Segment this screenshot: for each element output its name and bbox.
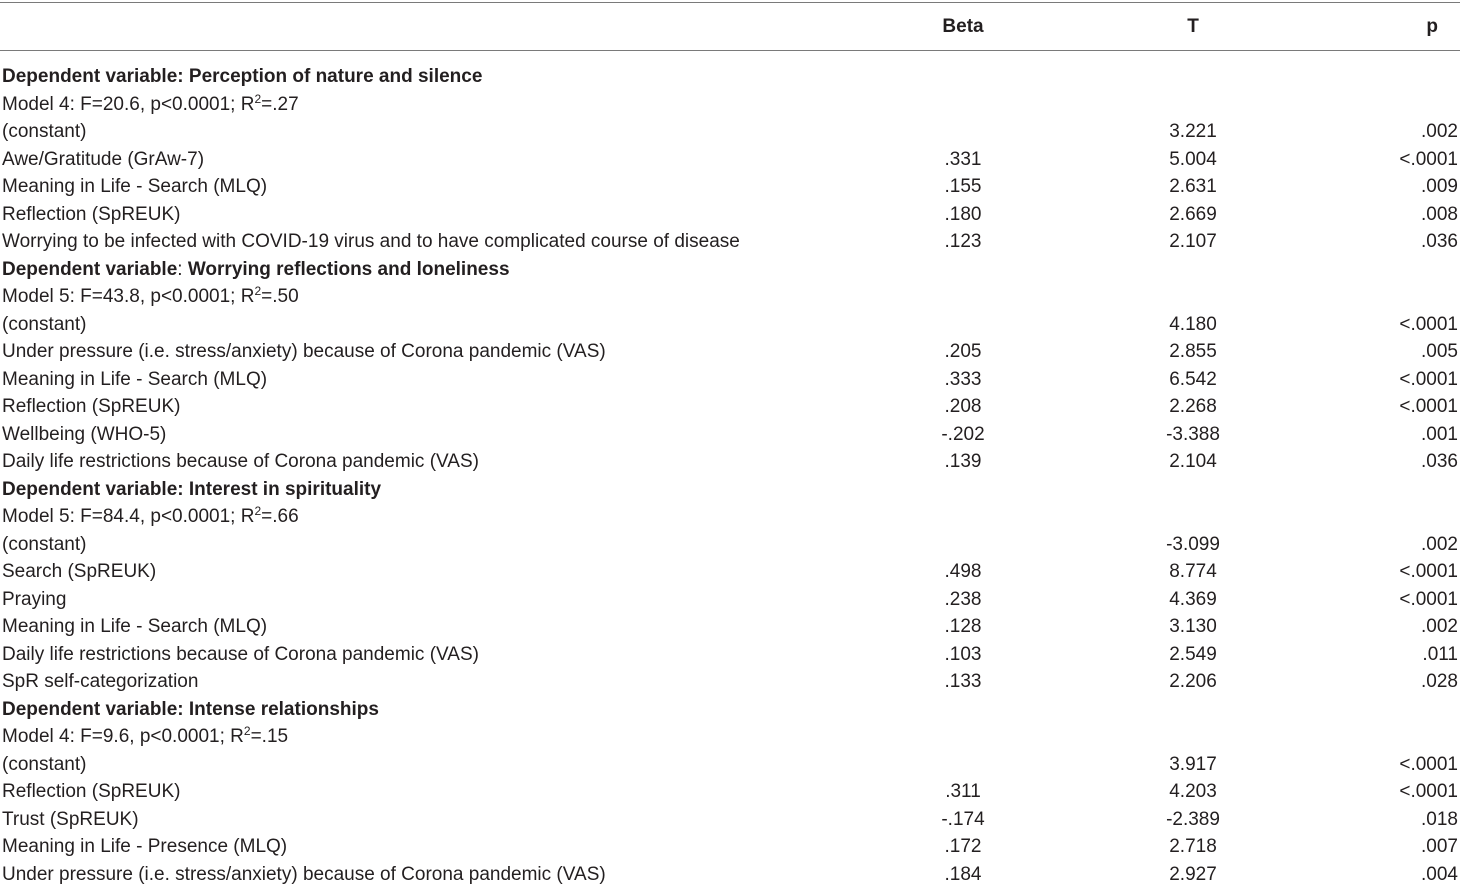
beta-value: .123 xyxy=(900,228,1026,256)
model-stats xyxy=(2,91,882,119)
table-row xyxy=(0,201,1460,229)
table-row xyxy=(0,173,1460,201)
model-stats xyxy=(2,283,882,311)
predictor-label: Daily life restrictions because of Corona pandemic (VAS) xyxy=(2,641,882,669)
model-stats-text: Model 5: F=43.8, p<0.0001; R xyxy=(2,286,254,307)
predictor-label: (constant) xyxy=(2,531,882,559)
predictor-label: Meaning in Life - Search (MLQ) xyxy=(2,613,882,641)
table-row xyxy=(0,751,1460,779)
predictor-label: Worrying to be infected with COVID-19 virus and to have complicated course of disease xyxy=(2,228,882,256)
beta-value: .498 xyxy=(900,558,1026,586)
p-value: .008 xyxy=(1340,201,1458,229)
t-value: 4.180 xyxy=(1120,311,1266,339)
section-name: Interest in spirituality xyxy=(189,479,381,500)
beta-value: -.202 xyxy=(900,421,1026,449)
predictor-label: (constant) xyxy=(2,311,882,339)
section-header-row xyxy=(0,476,1460,504)
section-name: Perception of nature and silence xyxy=(189,66,483,87)
section-name: Intense relationships xyxy=(189,699,379,720)
header-p: p xyxy=(1380,15,1460,39)
beta-value: .333 xyxy=(900,366,1026,394)
r-squared-exponent: 2 xyxy=(254,284,261,298)
t-value: 2.206 xyxy=(1120,668,1266,696)
p-value: <.0001 xyxy=(1340,393,1458,421)
beta-value: .238 xyxy=(900,586,1026,614)
p-value: .004 xyxy=(1340,861,1458,888)
predictor-label: SpR self-categorization xyxy=(2,668,882,696)
p-value: .007 xyxy=(1340,833,1458,861)
p-value: .036 xyxy=(1340,228,1458,256)
table-row xyxy=(0,421,1460,449)
p-value: .036 xyxy=(1340,448,1458,476)
table-row xyxy=(0,641,1460,669)
section-prefix: Dependent variable xyxy=(2,66,177,87)
t-value: 2.631 xyxy=(1120,173,1266,201)
r-squared-exponent: 2 xyxy=(254,92,261,106)
predictor-label: (constant) xyxy=(2,118,882,146)
t-value: 2.855 xyxy=(1120,338,1266,366)
model-stats xyxy=(2,723,882,751)
beta-value: .133 xyxy=(900,668,1026,696)
t-value: 5.004 xyxy=(1120,146,1266,174)
table-body xyxy=(0,63,1460,888)
table-row xyxy=(0,778,1460,806)
section-separator: : xyxy=(177,699,189,720)
p-value: .011 xyxy=(1340,641,1458,669)
p-value: .005 xyxy=(1340,338,1458,366)
section-separator: : xyxy=(177,66,189,87)
beta-value: .155 xyxy=(900,173,1026,201)
predictor-label: Search (SpREUK) xyxy=(2,558,882,586)
t-value: -3.099 xyxy=(1120,531,1266,559)
t-value: 2.669 xyxy=(1120,201,1266,229)
p-value: <.0001 xyxy=(1340,366,1458,394)
r-squared-exponent: 2 xyxy=(244,724,251,738)
r-squared-value: =.66 xyxy=(261,506,299,527)
model-stats-row xyxy=(0,503,1460,531)
table-row xyxy=(0,366,1460,394)
p-value: .002 xyxy=(1340,613,1458,641)
section-separator: : xyxy=(177,479,189,500)
t-value: 2.718 xyxy=(1120,833,1266,861)
predictor-label: Meaning in Life - Search (MLQ) xyxy=(2,366,882,394)
table-header-rule xyxy=(0,50,1460,51)
model-stats xyxy=(2,503,882,531)
beta-value: .208 xyxy=(900,393,1026,421)
p-value: .028 xyxy=(1340,668,1458,696)
table-row xyxy=(0,806,1460,834)
section-title xyxy=(2,256,882,284)
section-prefix: Dependent variable xyxy=(2,479,177,500)
header-beta: Beta xyxy=(890,15,1036,39)
p-value: .001 xyxy=(1340,421,1458,449)
section-header-row xyxy=(0,256,1460,284)
predictor-label: Wellbeing (WHO-5) xyxy=(2,421,882,449)
t-value: 2.107 xyxy=(1120,228,1266,256)
table-row xyxy=(0,668,1460,696)
table-row xyxy=(0,586,1460,614)
beta-value: .103 xyxy=(900,641,1026,669)
predictor-label: Meaning in Life - Search (MLQ) xyxy=(2,173,882,201)
model-stats-text: Model 4: F=9.6, p<0.0001; R xyxy=(2,726,244,747)
beta-value: .311 xyxy=(900,778,1026,806)
table-row xyxy=(0,393,1460,421)
table-row xyxy=(0,146,1460,174)
t-value: 2.104 xyxy=(1120,448,1266,476)
section-title xyxy=(2,696,882,724)
p-value: .009 xyxy=(1340,173,1458,201)
beta-value: .180 xyxy=(900,201,1026,229)
table-top-rule xyxy=(0,2,1460,3)
table-row xyxy=(0,311,1460,339)
table-row xyxy=(0,833,1460,861)
beta-value: .172 xyxy=(900,833,1026,861)
table-row xyxy=(0,558,1460,586)
t-value: 2.927 xyxy=(1120,861,1266,888)
p-value: <.0001 xyxy=(1340,311,1458,339)
t-value: 3.130 xyxy=(1120,613,1266,641)
t-value: 8.774 xyxy=(1120,558,1266,586)
beta-value: .128 xyxy=(900,613,1026,641)
p-value: <.0001 xyxy=(1340,146,1458,174)
r-squared-value: =.15 xyxy=(251,726,289,747)
section-title xyxy=(2,63,882,91)
p-value: .002 xyxy=(1340,118,1458,146)
predictor-label: Reflection (SpREUK) xyxy=(2,201,882,229)
predictor-label: Under pressure (i.e. stress/anxiety) because of Corona pandemic (VAS) xyxy=(2,338,882,366)
predictor-label: Reflection (SpREUK) xyxy=(2,778,882,806)
beta-value: -.174 xyxy=(900,806,1026,834)
predictor-label: Praying xyxy=(2,586,882,614)
model-stats-row xyxy=(0,91,1460,119)
t-value: 4.203 xyxy=(1120,778,1266,806)
beta-value: .205 xyxy=(900,338,1026,366)
model-stats-text: Model 4: F=20.6, p<0.0001; R xyxy=(2,94,254,115)
p-value: <.0001 xyxy=(1340,558,1458,586)
predictor-label: Under pressure (i.e. stress/anxiety) because of Corona pandemic (VAS) xyxy=(2,861,882,888)
t-value: 3.221 xyxy=(1120,118,1266,146)
r-squared-value: =.50 xyxy=(261,286,299,307)
table-row xyxy=(0,338,1460,366)
t-value: 3.917 xyxy=(1120,751,1266,779)
p-value: .018 xyxy=(1340,806,1458,834)
model-stats-row xyxy=(0,283,1460,311)
section-separator: : xyxy=(177,259,188,280)
table-row xyxy=(0,531,1460,559)
table-row xyxy=(0,118,1460,146)
p-value: <.0001 xyxy=(1340,586,1458,614)
beta-value xyxy=(900,531,1026,559)
model-stats-row xyxy=(0,723,1460,751)
t-value: 6.542 xyxy=(1120,366,1266,394)
r-squared-exponent: 2 xyxy=(254,504,261,518)
predictor-label: Reflection (SpREUK) xyxy=(2,393,882,421)
predictor-label: Daily life restrictions because of Corona pandemic (VAS) xyxy=(2,448,882,476)
beta-value: .331 xyxy=(900,146,1026,174)
predictor-label: Awe/Gratitude (GrAw-7) xyxy=(2,146,882,174)
predictor-label: Meaning in Life - Presence (MLQ) xyxy=(2,833,882,861)
section-name: Worrying reflections and loneliness xyxy=(188,259,510,280)
section-header-row xyxy=(0,63,1460,91)
beta-value: .139 xyxy=(900,448,1026,476)
predictor-label: Trust (SpREUK) xyxy=(2,806,882,834)
section-prefix: Dependent variable xyxy=(2,259,177,280)
p-value: <.0001 xyxy=(1340,778,1458,806)
section-title xyxy=(2,476,882,504)
t-value: -2.389 xyxy=(1120,806,1266,834)
p-value: <.0001 xyxy=(1340,751,1458,779)
predictor-label: (constant) xyxy=(2,751,882,779)
section-header-row xyxy=(0,696,1460,724)
t-value: -3.388 xyxy=(1120,421,1266,449)
table-row xyxy=(0,228,1460,256)
table-row xyxy=(0,613,1460,641)
table-row xyxy=(0,448,1460,476)
beta-value xyxy=(900,118,1026,146)
beta-value xyxy=(900,751,1026,779)
model-stats-text: Model 5: F=84.4, p<0.0001; R xyxy=(2,506,254,527)
t-value: 4.369 xyxy=(1120,586,1266,614)
t-value: 2.549 xyxy=(1120,641,1266,669)
beta-value xyxy=(900,311,1026,339)
t-value: 2.268 xyxy=(1120,393,1266,421)
section-prefix: Dependent variable xyxy=(2,699,177,720)
r-squared-value: =.27 xyxy=(261,94,299,115)
header-t: T xyxy=(1120,15,1266,39)
beta-value: .184 xyxy=(900,861,1026,888)
p-value: .002 xyxy=(1340,531,1458,559)
